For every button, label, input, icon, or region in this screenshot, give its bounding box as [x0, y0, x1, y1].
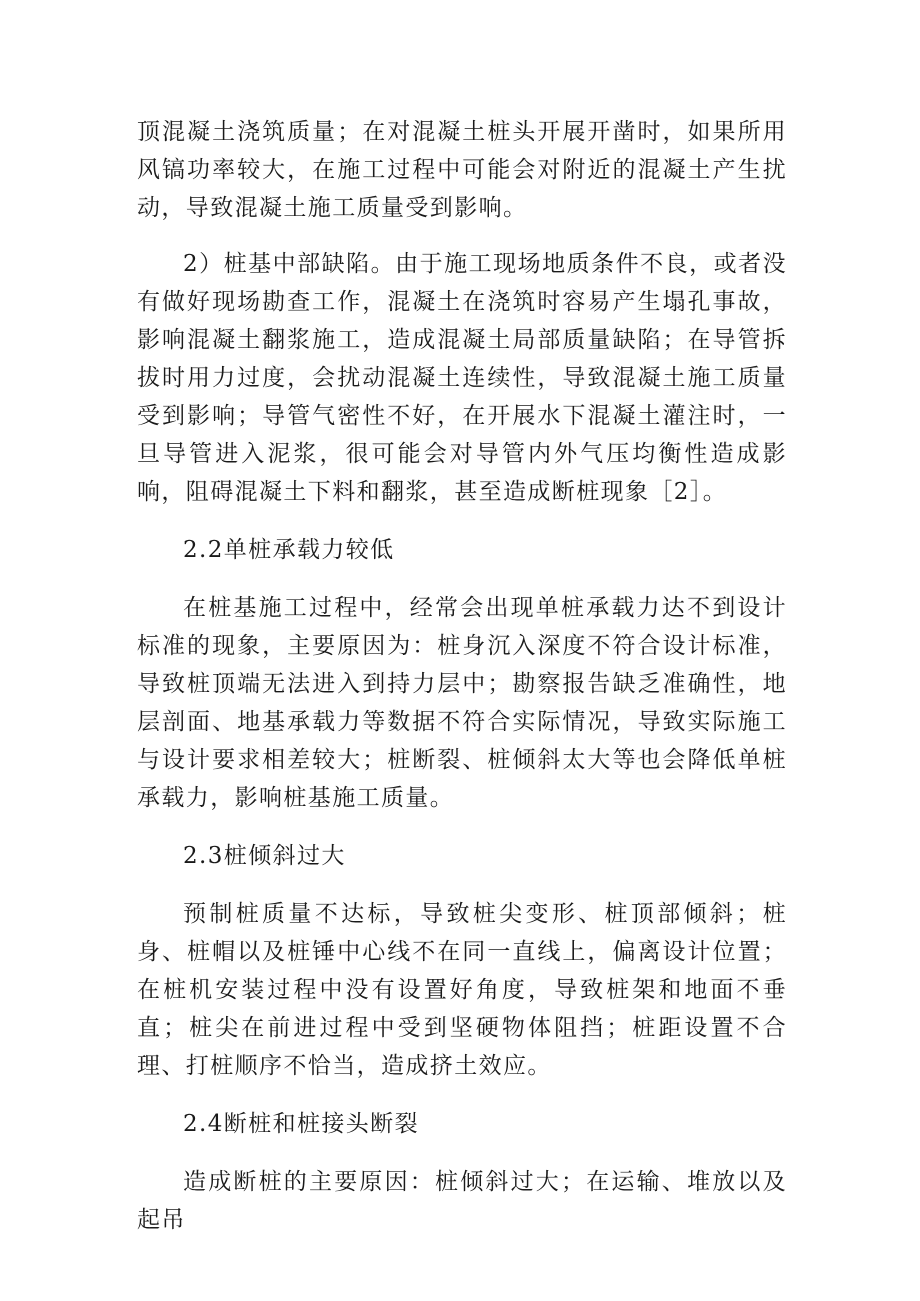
paragraph-pile-inclination: 预制桩质量不达标，导致桩尖变形、桩顶部倾斜；桩身、桩帽以及桩锤中心线不在同一直线上，偏离设计位置；在桩机安装过程中没有设置好角度，导致桩架和地面不垂直；桩尖在前进过程中受到坚硬物体阻挡；桩距设置不合理、打桩顺序不恰当，造成挤土效应。 [137, 901, 787, 1079]
paragraph-continued: 顶混凝土浇筑质量；在对混凝土桩头开展开凿时，如果所用风镐功率较大，在施工过程中可能会对附近的混凝土产生扰动，导致混凝土施工质量受到影响。 [137, 119, 787, 221]
paragraph-mid-pile-defects: 2）桩基中部缺陷。由于施工现场地质条件不良，或者没有做好现场勘查工作，混凝土在浇筑时容易产生塌孔事故，影响混凝土翻浆施工，造成混凝土局部质量缺陷；在导管拆拔时用力过度，会扰动混凝土连续性，导致混凝土施工质量受到影响；导管气密性不好，在开展水下混凝土灌注时，一旦导管进入泥浆，很可能会对导管内外气压均衡性造成影响，阻碍混凝土下料和翻浆，甚至造成断桩现象［2］。 [137, 251, 787, 505]
section-heading-2-4: 2.4断桩和桩接头断裂 [183, 1111, 419, 1137]
document-body [137, 113, 787, 1239]
paragraph-pile-breakage: 造成断桩的主要原因：桩倾斜过大；在运输、堆放以及起吊 [137, 1169, 787, 1233]
paragraph-bearing-capacity: 在桩基施工过程中，经常会出现单桩承载力达不到设计标准的现象，主要原因为：桩身沉入深度不符合设计标准，导致桩顶端无法进入到持力层中；勘察报告缺乏准确性，地层剖面、地基承载力等数据不符合实际情况，导致实际施工与设计要求相差较大；桩断裂、桩倾斜太大等也会降低单桩承载力，影响桩基施工质量。 [137, 595, 787, 811]
section-heading-2-3: 2.3桩倾斜过大 [183, 843, 346, 869]
section-heading-2-2: 2.2单桩承载力较低 [183, 537, 395, 563]
